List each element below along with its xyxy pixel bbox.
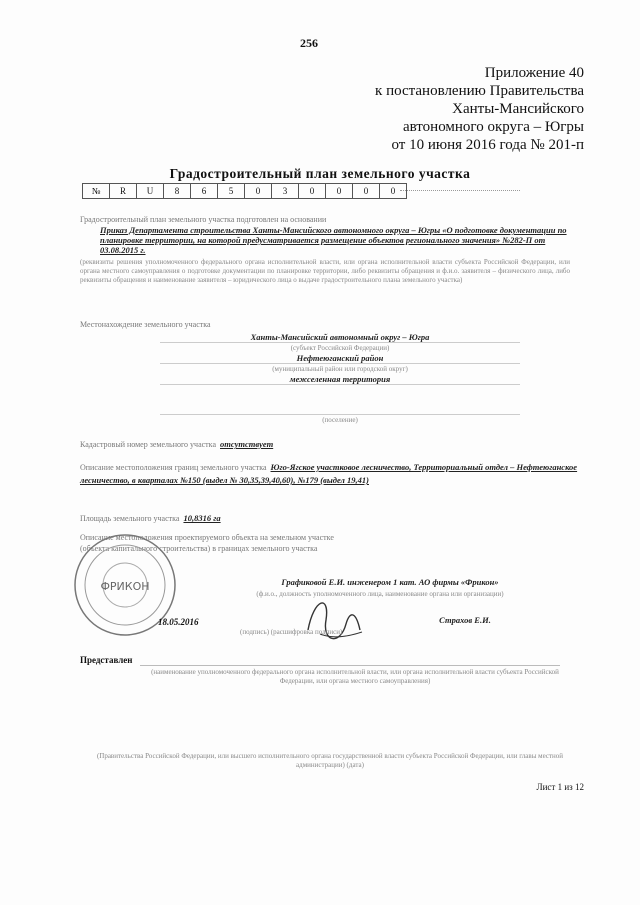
stamp-date: 18.05.2016: [158, 617, 199, 627]
description-row: [80, 460, 580, 486]
signature: [300, 590, 370, 650]
location-region: Ханты-Мансийский автономный округ – Югра: [160, 332, 520, 343]
plan-number-cell: U: [137, 184, 164, 199]
description-value: Юго-Ягское участковое лесничество, Территориальный отдел – Нефтеюганское лесничество, в кварталах №150 (выдел № 30,35,39,40,60), №179 (выдел 19,41): [80, 462, 578, 485]
presented-line: [140, 665, 560, 666]
object-description-line1: Описание местоположения проектируемого объекта на земельном участке: [80, 533, 334, 542]
signer-value: Страхов Е.И.: [439, 615, 491, 625]
plan-number-cell: 0: [353, 184, 380, 199]
appendix-line: от 10 июня 2016 года № 201-п: [391, 137, 584, 153]
area-row: [80, 508, 221, 526]
appendix-header: [284, 64, 584, 154]
basis-hint: (реквизиты решения уполномоченного федерального органа исполнительной власти, или органа исполнительной власти субъекта Российской Федерации, или органа местного самоуправления о подготовке документации по планировке территории, либо реквизиты обращения и ф.и.о. заявителя – физического лица, либо реквизиты обращения и наименование заявителя – юридического лица о выдаче градостроительного плана земельного участка): [80, 258, 570, 284]
basis-text: Приказ Департамента строительства Ханты-Мансийского автономного округа – Югры «О подготовке документации по планировке территории, на которой предусматривается размещение объектов регионального значения» №282-П от 03.08.2015 г.: [100, 225, 567, 255]
plan-number-grid: [82, 183, 407, 199]
sheet-number: Лист 1 из 12: [536, 782, 584, 792]
plan-number-cell: 0: [245, 184, 272, 199]
stamp-text: ФРИКОН: [100, 580, 150, 593]
cadastral-label: Кадастровый номер земельного участка: [80, 440, 216, 449]
presented-label: Представлен: [80, 655, 133, 665]
plan-number-cell: 0: [299, 184, 326, 199]
cadastral-row: [80, 434, 273, 452]
location-district-hint: (муниципальный район или городской округ): [272, 365, 408, 373]
appendix-line: к постановлению Правительства: [375, 83, 584, 99]
area-label: Площадь земельного участка: [80, 514, 180, 523]
plan-number-cell: 6: [191, 184, 218, 199]
location-district: Нефтеюганский район: [160, 353, 520, 364]
location-settlement-hint: (поселение): [322, 416, 358, 424]
prepared-by-value: Графиковой Е.И. инженером 1 кат. АО фирмы «Фрикон»: [281, 577, 499, 587]
object-description-line2: (объекта капитального строительства) в границах земельного участка: [80, 544, 318, 553]
location-label: Местонахождение земельного участка: [80, 320, 211, 329]
appendix-line: Ханты-Мансийского: [452, 101, 584, 117]
plan-number-cell: №: [83, 184, 110, 199]
footer-hint: (Правительства Российской Федерации, или высшего исполнительного органа государственной власти субъекта Российской Федерации, или главы местной администрации) (дата): [96, 752, 564, 769]
plan-number-cell: 3: [272, 184, 299, 199]
plan-number-cell: 0: [380, 184, 407, 199]
plan-number-dots: [400, 190, 520, 191]
prepared-by-hint: (ф.и.о., должность уполномоченного лица, наименование органа или организации): [256, 590, 504, 598]
appendix-line: Приложение 40: [484, 65, 584, 81]
document-title: Градостроительный план земельного участка: [169, 166, 471, 181]
location-region-hint: (субъект Российской Федерации): [290, 344, 390, 352]
cadastral-value: отсутствует: [220, 439, 274, 449]
appendix-line: автономного округа – Югры: [402, 119, 584, 135]
prepared-on-basis-label: Градостроительный план земельного участка подготовлен на основании: [80, 215, 327, 224]
description-label: Описание местоположения границ земельного участка: [80, 463, 267, 472]
presented-hint: (наименование уполномоченного федерального органа исполнительной власти, или органа исполнительной власти субъекта Российской Федерации, или органа местного самоуправления): [151, 668, 559, 685]
area-value: 10,8316 га: [183, 513, 221, 523]
plan-number-cell: 0: [326, 184, 353, 199]
page-number: 256: [300, 36, 318, 50]
plan-number-cell: 5: [218, 184, 245, 199]
plan-number-cell: R: [110, 184, 137, 199]
signer-hint: (подпись) (расшифровка подписи): [240, 628, 343, 636]
plan-number-cell: 8: [164, 184, 191, 199]
location-block: [160, 332, 520, 425]
location-settlement: межселенная территория: [160, 374, 520, 385]
location-blank-line: [160, 404, 520, 415]
